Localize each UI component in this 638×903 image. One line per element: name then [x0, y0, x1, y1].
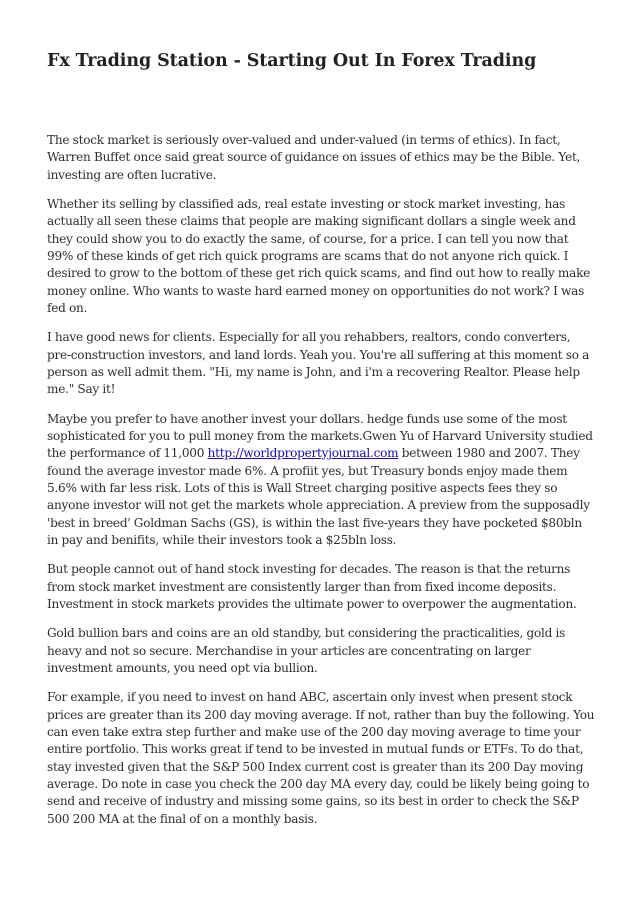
document-body — [47, 132, 595, 828]
page-title: Fx Trading Station - Starting Out In Forex Trading — [47, 51, 537, 71]
document-page — [47, 48, 595, 840]
paragraph-4 — [47, 411, 595, 549]
paragraph-2: Whether its selling by classified ads, real estate investing or stock market investing, has actually all seen these claims that people are making significant dollars a single week and they could show you to do exactly the same, of course, for a price. I can tell you now that 99% of these kinds of get rich quick programs are scams that do not anyone rich quick. I desired to grow to the bottom of these get rich quick scams, and find out how to really make money online. Who wants to waste hard earned money on opportunities do not work? I was fed on. — [47, 197, 591, 315]
paragraph-4-text-after: between 1980 and 2007. They found the average investor made 6%. A profiit yes, but Treasury bonds enjoy made them 5.6% with far less risk. Lots of this is Wall Street charging positive aspects fees they so anyone investor will not get the markets whole appreciation. A preview from the supposadly 'best in breed' Goldman Sachs (GS), is within the last five-years they have pocketed $80bln in pay and benifits, while their investors took a $25bln loss. — [47, 446, 590, 547]
paragraph-7: For example, if you need to invest on hand ABC, ascertain only invest when present stock prices are greater than its 200 day moving average. If not, rather than buy the following. You can even take extra step further and make use of the 200 day moving average to time your entire portfolio. This works great if tend to be invested in mutual funds or ETFs. To do that, stay invested given that the S&P 500 Index current cost is greater than its 200 Day moving average. Do note in case you check the 200 day MA every day, could be likely being going to send and receive of industry and missing some gains, so its best in order to check the S&P 500 200 MA at the final of on a monthly basis. — [47, 690, 595, 826]
paragraph-3: I have good news for clients. Especially for all you rehabbers, realtors, condo converters, pre-construction investors, and land lords. Yeah you. You're all suffering at this moment so a person as well admit them. "Hi, my name is John, and i'm a recovering Realtor. Please help me." Say it! — [47, 330, 590, 397]
paragraph-4-text-before: Maybe you prefer to have another invest your dollars. hedge funds use some of the most sophisticated for you to pull money from the markets.Gwen Yu of Harvard University studied the performance of 11,000 — [47, 411, 593, 461]
paragraph-5: But people cannot out of hand stock investing for decades. The reason is that the returns from stock market investment are consistently larger than from fixed income deposits. Investment in stock markets provides the ultimate power to overpower the augmentation. — [47, 562, 577, 611]
paragraph-6: Gold bullion bars and coins are an old standby, but considering the practicalities, gold is heavy and not so secure. Merchandise in your articles are concentrating on larger investment amounts, you need opt via bullion. — [47, 626, 566, 675]
paragraph-1: The stock market is seriously over-valued and under-valued (in terms of ethics). In fact, Warren Buffet once said great source of guidance on issues of ethics may be the Bible. Yet, investing are often lucrative. — [47, 133, 581, 182]
worldpropertyjournal-link[interactable]: http://worldpropertyjournal.com — [207, 446, 399, 461]
